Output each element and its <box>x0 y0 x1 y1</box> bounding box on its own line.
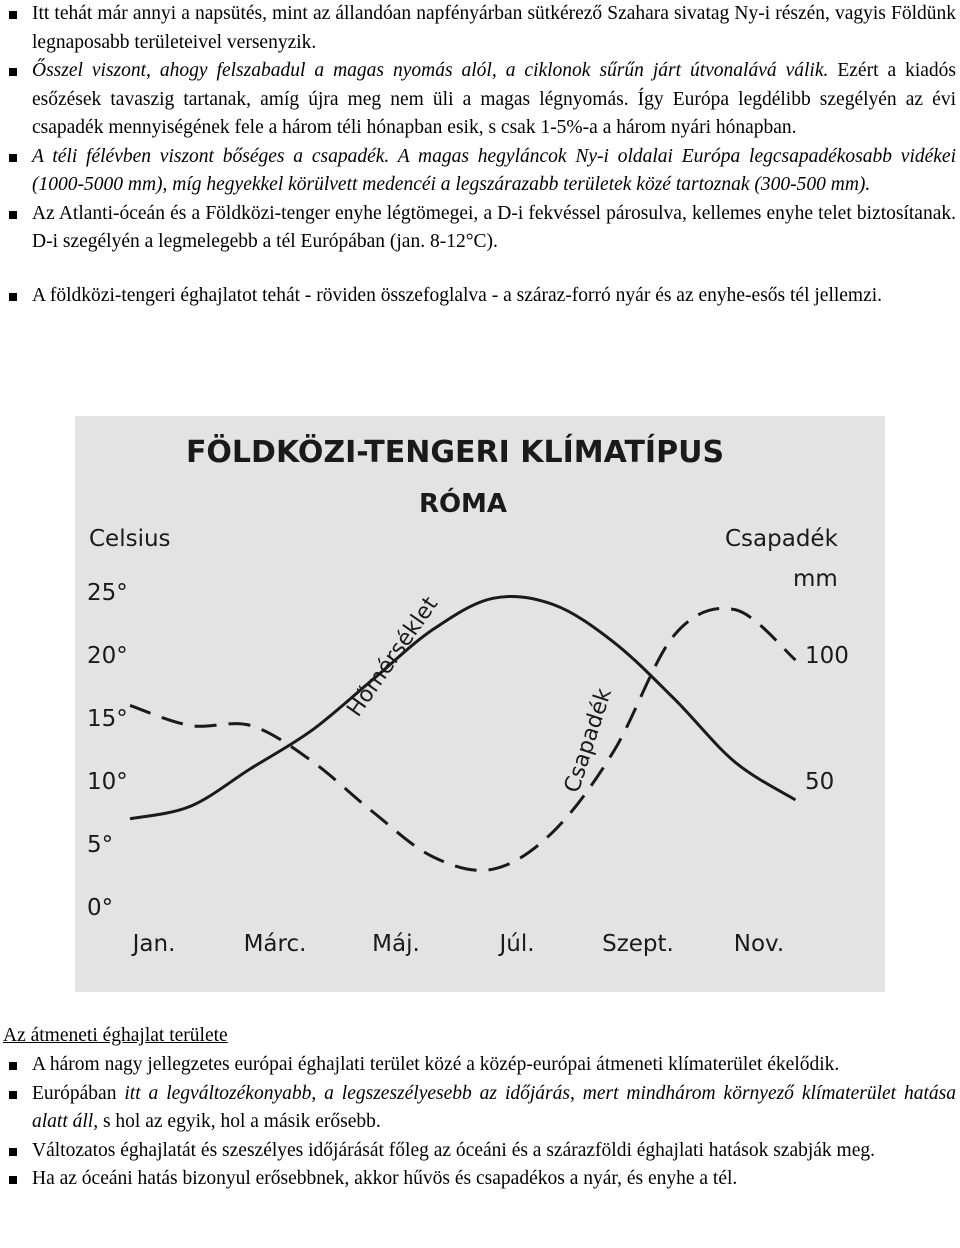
right-axis-unit: mm <box>793 566 838 592</box>
temperature-series-label: Hőmérséklet <box>342 592 444 722</box>
month-tick-label: Márc. <box>243 931 307 957</box>
month-tick-label: Nov. <box>733 931 785 957</box>
chart-title: FÖLDKÖZI-TENGERI KLÍMATÍPUS <box>185 435 725 470</box>
left-tick-label: 0° <box>87 895 114 921</box>
bullet-list-bottom <box>0 1051 960 1194</box>
month-tick-label: Szept. <box>602 931 674 957</box>
left-tick-label: 15° <box>87 706 128 732</box>
bullet-text: Itt tehát már annyi a napsütés, mint az állandóan napfényárban sütkérező Szahara sivatag Ny-i részén, vagyis Földünk legnaposabb területeivel versenyzik. <box>32 3 956 53</box>
bullet-square-icon <box>9 1148 17 1156</box>
bullet-item <box>0 282 960 311</box>
bullet-square-icon <box>9 1062 17 1070</box>
left-tick-label: 10° <box>87 769 128 795</box>
precipitation-series-label: Csapadék <box>559 685 618 796</box>
left-tick-label: 20° <box>87 643 128 669</box>
bullet-text: , s hol az egyik, hol a másik erősebb. <box>93 1111 381 1132</box>
bullet-text-italic: mert mindhárom környező klímaterület hatása alatt áll <box>32 1082 957 1132</box>
month-tick-label: Jan. <box>132 931 176 957</box>
month-tick-label: Júl. <box>499 931 535 957</box>
bullet-square-icon <box>9 1176 17 1184</box>
left-tick-label: 5° <box>87 832 114 858</box>
bullet-text: Európában <box>32 1082 125 1104</box>
bullet-item <box>0 143 960 200</box>
bullet-square-icon <box>9 154 17 162</box>
bullet-item <box>0 1051 960 1080</box>
climate-chart <box>75 416 885 992</box>
bullet-text-italic: A téli félévben viszont bőséges a csapadék. A magas hegyláncok Ny-i oldalai Európa legcsapadékosabb vidékei (1000-5000 mm), míg hegyekkel körülvett medencéi a legszárazabb területek közé tartoznak (300-500 mm). <box>32 145 956 195</box>
bullet-text: A földközi-tengeri éghajlatot tehát - röviden összefoglalva - a száraz-forró nyár és az enyhe-esős tél jellemzi. <box>32 284 883 306</box>
bullet-text: Ha az óceáni hatás bizonyul erősebbnek, akkor hűvös és csapadékos a nyár, és enyhe a tél. <box>32 1168 738 1189</box>
bullet-text-italic: Ősszel viszont, ahogy felszabadul a magas nyomás alól, a ciklonok sűrűn járt útvonalává válik. <box>32 60 829 81</box>
bullet-square-icon <box>9 11 17 19</box>
bullet-item <box>0 57 960 143</box>
month-tick-label: Máj. <box>372 931 420 957</box>
bullet-text: , <box>569 1082 583 1104</box>
bullet-text: Változatos éghajlatát és szeszélyes időjárását főleg az óceáni és a szárazföldi éghajlati hatások szabják meg. <box>32 1139 875 1161</box>
section-heading: Az átmeneti éghajlat területe <box>3 1025 228 1046</box>
chart-subtitle: RÓMA <box>418 489 508 519</box>
right-tick-label: 50 <box>805 769 835 795</box>
bullet-square-icon <box>9 68 17 76</box>
right-tick-label: 100 <box>805 643 849 669</box>
climate-chart-figure <box>75 416 885 992</box>
bullet-square-icon <box>9 293 17 301</box>
bullet-item <box>0 1137 960 1166</box>
left-tick-label: 25° <box>87 580 128 606</box>
bullet-text: Ezért a kiadós esőzések tavaszig tartanak, amíg újra meg nem üli a magas légnyomás. Így Európa legdélibb szegélyén az évi csapadék mennyiségének fele a három téli hónapban esik, s csak 1-5%-a a három nyári hónapban. <box>32 60 956 138</box>
bullet-square-icon <box>9 1091 17 1099</box>
bullet-item <box>0 200 960 257</box>
bullet-item <box>0 1080 960 1137</box>
bullet-square-icon <box>9 211 17 219</box>
bullet-list-top <box>0 0 960 310</box>
bullet-text: Az Atlanti-óceán és a Földközi-tenger enyhe légtömegei, a D-i fekvéssel párosulva, kellemes enyhe telet biztosítanak. D-i szegélyén a legmelegebb a tél Európában (jan. 8-12°C). <box>32 202 956 252</box>
bullet-item <box>0 0 960 57</box>
bullet-text-italic: itt a legváltozékonyabb, a legszeszélyesebb az időjárás <box>124 1082 570 1104</box>
right-axis-label: Csapadék <box>725 526 838 552</box>
bullet-item <box>0 1165 960 1194</box>
precipitation-line <box>130 608 796 870</box>
temperature-line <box>130 596 796 818</box>
bullet-text: A három nagy jellegzetes európai éghajlati terület közé a közép-európai átmeneti klímaterület ékelődik. <box>32 1054 840 1075</box>
left-axis-label: Celsius <box>89 526 171 552</box>
